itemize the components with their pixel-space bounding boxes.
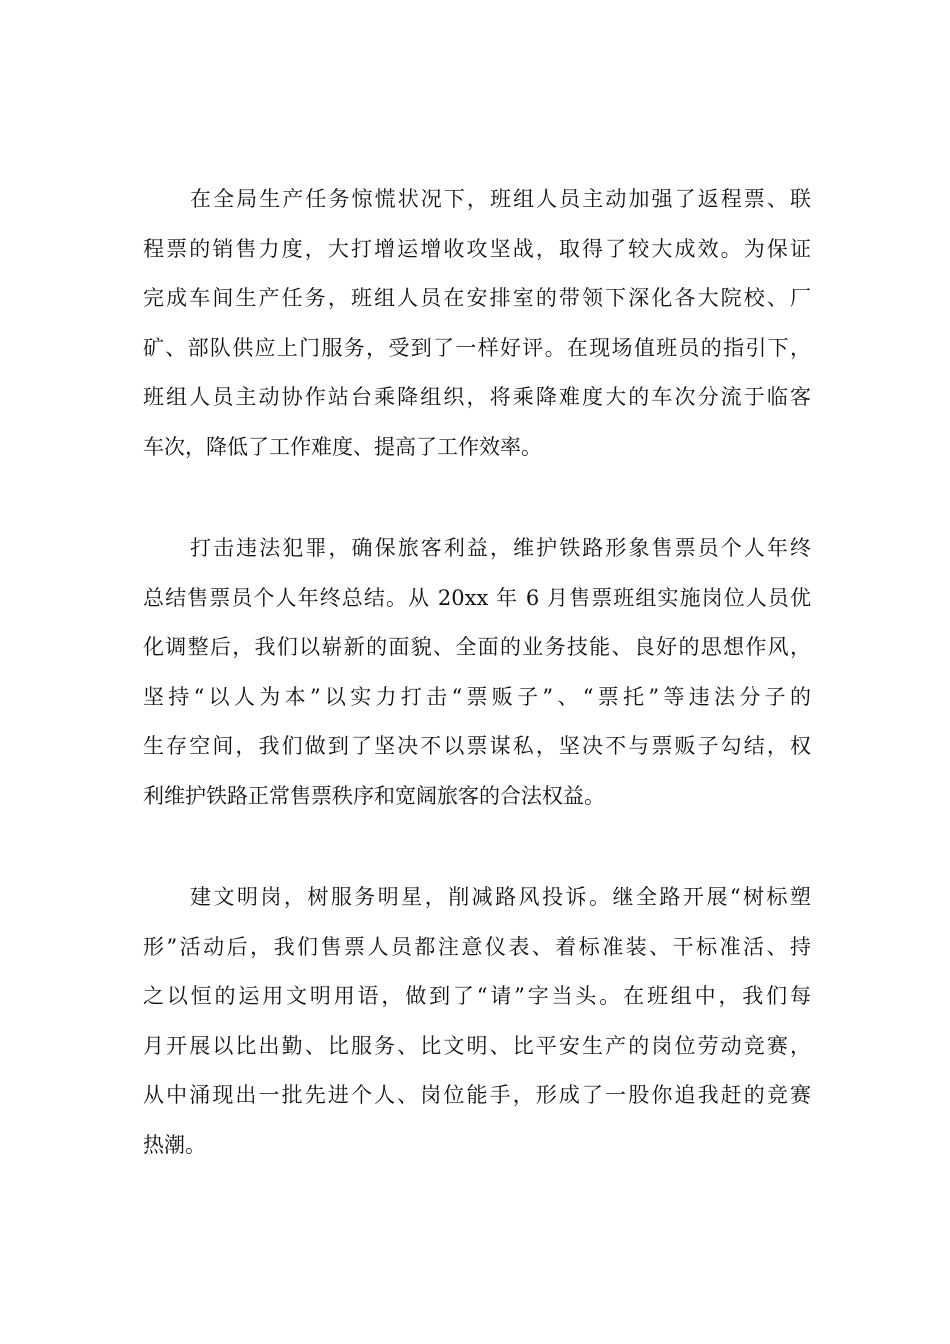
text-line: 之以恒的运用文明用语，做到了“请”字当头。在班组中，我们每 bbox=[143, 984, 811, 1008]
text-line: 矿、部队供应上门服务，受到了一样好评。在现场值班员的指引下， bbox=[143, 335, 811, 360]
text-line: 热潮。 bbox=[143, 1132, 206, 1157]
text-line: 打击违法犯罪，确保旅客利益，维护铁路形象售票员个人年终 bbox=[190, 536, 811, 560]
text-line: 从中涌现出一批先进个人、岗位能手，形成了一股你追我赶的竞赛 bbox=[143, 1083, 811, 1107]
text-line: 车次，降低了工作难度、提高了工作效率。 bbox=[143, 434, 542, 459]
text-line: 完成车间生产任务，班组人员在安排室的带领下深化各大院校、厂 bbox=[143, 286, 811, 310]
text-line: 建文明岗，树服务明星，削减路风投诉。继全路开展“树标塑 bbox=[190, 885, 811, 909]
text-line: 化调整后，我们以崭新的面貌、全面的业务技能、良好的思想作风， bbox=[143, 635, 811, 659]
text-line: 生存空间，我们做到了坚决不以票谋私，坚决不与票贩子勾结，权 bbox=[143, 734, 811, 758]
paragraph-civilized-post bbox=[143, 873, 811, 1170]
text-line: 坚持“以人为本”以实力打击“票贩子”、“票托”等违法分子的 bbox=[143, 684, 811, 709]
text-line: 利维护铁路正常售票秩序和宽阔旅客的合法权益。 bbox=[143, 783, 605, 808]
text-line: 程票的销售力度，大打增运增收攻坚战，取得了较大成效。为保证 bbox=[143, 236, 811, 261]
text-line: 总结售票员个人年终总结。从 20xx 年 6 月售票班组实施岗位人员优 bbox=[143, 585, 811, 610]
paragraph-crime-fighting bbox=[143, 524, 811, 821]
paragraph-ticket-sales bbox=[143, 175, 811, 472]
text-line: 在全局生产任务惊慌状况下，班组人员主动加强了返程票、联 bbox=[190, 187, 811, 211]
text-line: 班组人员主动协作站台乘降组织，将乘降难度大的车次分流于临客 bbox=[143, 385, 811, 409]
text-line: 月开展以比出勤、比服务、比文明、比平安生产的岗位劳动竞赛， bbox=[143, 1033, 811, 1058]
text-line: 形”活动后，我们售票人员都注意仪表、着标准装、干标准活、持 bbox=[143, 934, 811, 959]
